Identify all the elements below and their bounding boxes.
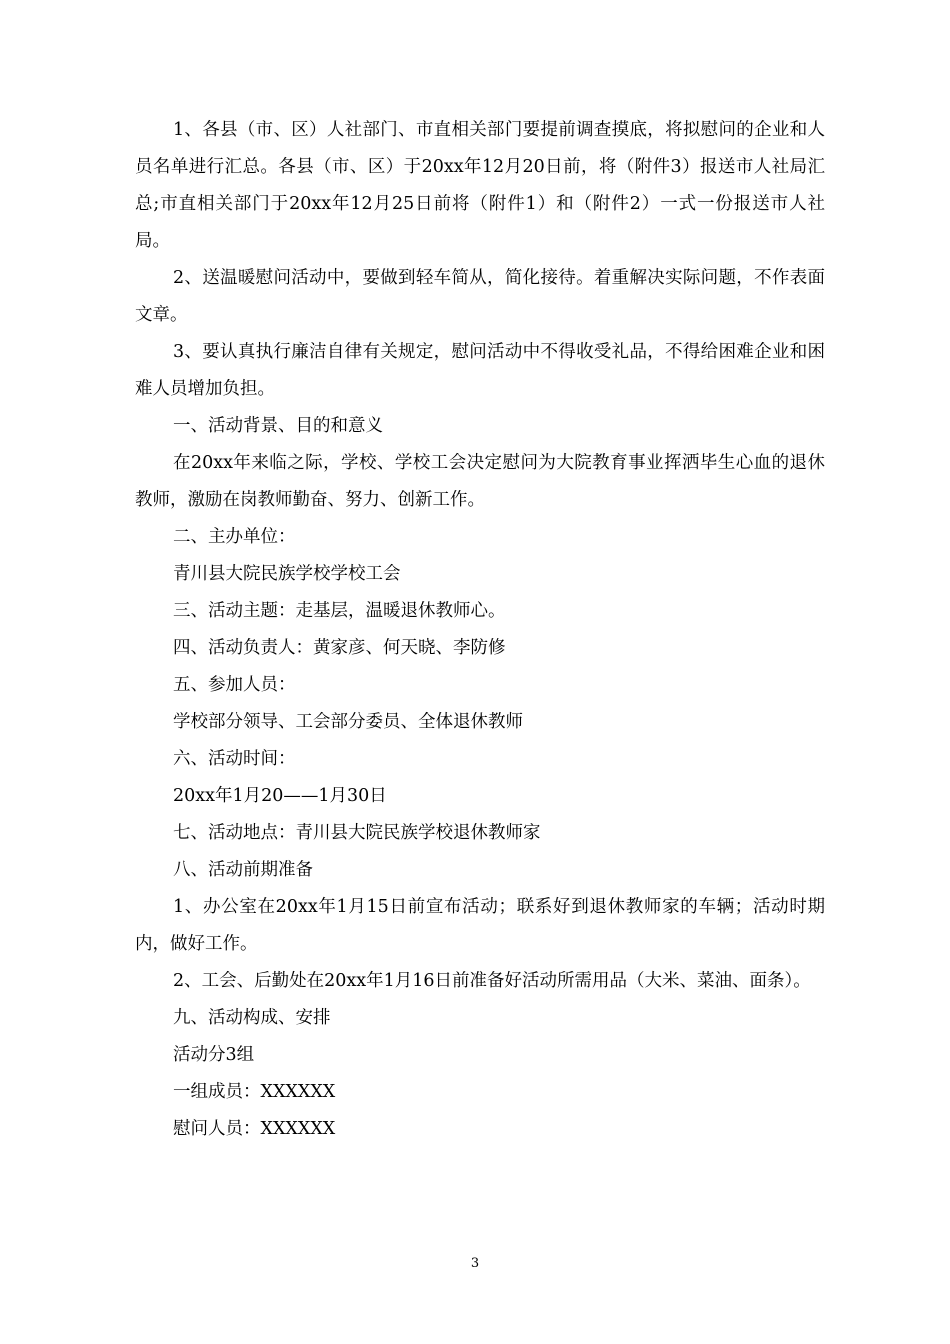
section-heading-leaders: 四、活动负责人：黄家彦、何天晓、李防修 xyxy=(173,638,506,658)
section-heading-theme: 三、活动主题：走基层，温暖退休教师心。 xyxy=(173,601,506,621)
page-number: 3 xyxy=(470,1256,480,1271)
section-heading-participants: 五、参加人员： xyxy=(173,675,296,695)
section-heading-preparation: 八、活动前期准备 xyxy=(173,860,313,880)
paragraph-time: 20xx年1月20——1月30日 xyxy=(173,786,387,806)
paragraph-participants: 学校部分领导、工会部分委员、全体退休教师 xyxy=(173,712,523,732)
paragraph-preparation-2: 2、工会、后勤处在20xx年1月16日前准备好活动所需用品（大米、菜油、面条）。 xyxy=(173,971,811,991)
paragraph-item-2: 2、送温暖慰问活动中，要做到轻车简从，简化接待。着重解决实际问题，不作表面文章。 xyxy=(135,268,825,325)
paragraph-visiting-staff: 慰问人员：XXXXXX xyxy=(173,1119,336,1139)
section-heading-arrangement: 九、活动构成、安排 xyxy=(173,1008,331,1028)
paragraph-group-1-members: 一组成员：XXXXXX xyxy=(173,1082,336,1102)
section-heading-time: 六、活动时间： xyxy=(173,749,296,769)
document-body xyxy=(135,112,825,1148)
section-heading-location: 七、活动地点：青川县大院民族学校退休教师家 xyxy=(173,823,541,843)
section-heading-organizer: 二、主办单位： xyxy=(173,527,296,547)
paragraph-groups: 活动分3组 xyxy=(173,1045,255,1065)
paragraph-preparation-1: 1、办公室在20xx年1月15日前宣布活动；联系好到退休教师家的车辆；活动时期内，做好工作。 xyxy=(135,897,825,954)
paragraph-background: 在20xx年来临之际，学校、学校工会决定慰问为大院教育事业挥洒毕生心血的退休教师，激励在岗教师勤奋、努力、创新工作。 xyxy=(135,453,825,510)
section-heading-background: 一、活动背景、目的和意义 xyxy=(173,416,383,436)
paragraph-item-1: 1、各县（市、区）人社部门、市直相关部门要提前调查摸底，将拟慰问的企业和人员名单进行汇总。各县（市、区）于20xx年12月20日前，将（附件3）报送市人社局汇总;市直相关部门于20xx年12月25日前将（附件1）和（附件2）一式一份报送市人社局。 xyxy=(135,120,825,251)
paragraph-item-3: 3、要认真执行廉洁自律有关规定，慰问活动中不得收受礼品，不得给困难企业和困难人员增加负担。 xyxy=(135,342,825,399)
paragraph-organizer: 青川县大院民族学校学校工会 xyxy=(173,564,401,584)
